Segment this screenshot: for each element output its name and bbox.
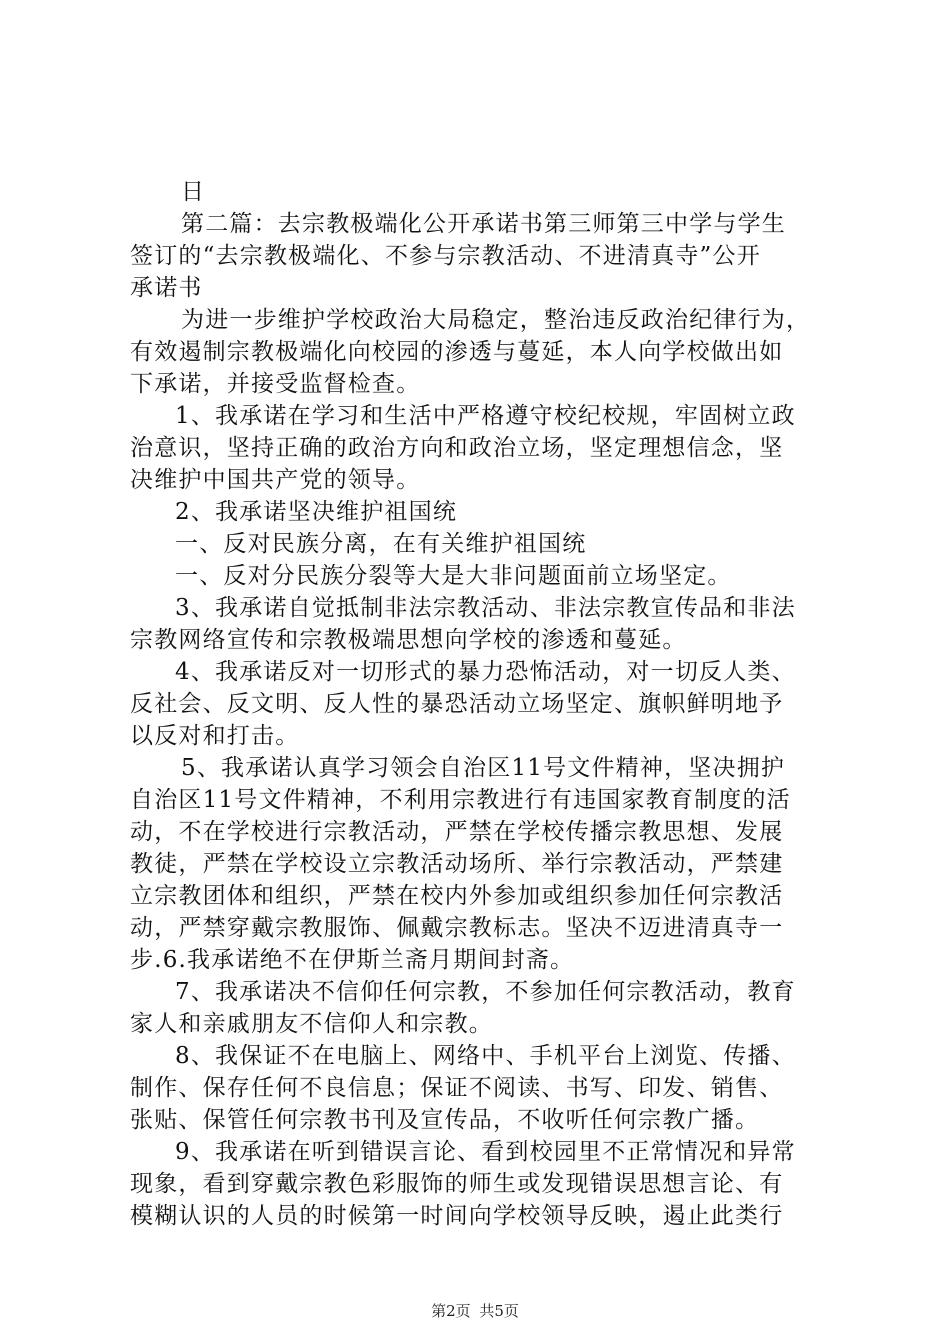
text-line: 4、我承诺反对一切形式的暴力恐怖活动，对一切反人类、 — [175, 659, 796, 685]
text-line: 立宗教团体和组织，严禁在校内外参加或组织参加任何宗教活 — [130, 883, 784, 909]
text-line: 承诺书 — [130, 275, 203, 301]
text-line: 2、我承诺坚决维护祖国统 — [175, 499, 458, 525]
page-total: 共5页 — [479, 1302, 519, 1320]
text-line: 为进一步维护学校政治大局稳定，整治违反政治纪律行为， — [181, 307, 811, 333]
text-line: 张贴、保管任何宗教书刊及宣传品，不收听任何宗教广播。 — [130, 1107, 760, 1133]
text-line: 模糊认识的人员的时候第一时间向学校领导反映，遏止此类行 — [130, 1203, 784, 1229]
text-line: 有效遏制宗教极端化向校园的渗透与蔓延，本人向学校做出如 — [130, 339, 784, 365]
text-line: 5、我承诺认真学习领会自治区11号文件精神，坚决拥护 — [181, 755, 786, 781]
text-line: 第二篇：去宗教极端化公开承诺书第三师第三中学与学生 — [181, 211, 786, 237]
text-line: 动，严禁穿戴宗教服饰、佩戴宗教标志。坚决不迈进清真寺一 — [130, 915, 784, 941]
text-line: 教徒，严禁在学校设立宗教活动场所、举行宗教活动，严禁建 — [130, 851, 784, 877]
text-line: 签订的“去宗教极端化、不参与宗教活动、不进清真寺”公开 — [130, 243, 761, 269]
text-line: 一、反对分民族分裂等大是大非问题面前立场坚定。 — [175, 563, 732, 589]
text-line: 3、我承诺自觉抵制非法宗教活动、非法宗教宣传品和非法 — [175, 595, 796, 621]
text-line: 7、我承诺决不信仰任何宗教，不参加任何宗教活动，教育 — [175, 979, 796, 1005]
text-line: 以反对和打击。 — [130, 723, 300, 749]
text-line: 宗教网络宣传和宗教极端思想向学校的渗透和蔓延。 — [130, 627, 687, 653]
text-line: 8、我保证不在电脑上、网络中、手机平台上浏览、传播、 — [175, 1043, 796, 1069]
text-line: 自治区11号文件精神，不利用宗教进行有违国家教育制度的活 — [130, 787, 791, 813]
page-footer — [0, 1300, 950, 1321]
text-line: 治意识，坚持正确的政治方向和政治立场，坚定理想信念，坚 — [130, 435, 784, 461]
text-line: 步.6.我承诺绝不在伊斯兰斋月期间封斋。 — [130, 947, 575, 973]
text-line: 家人和亲戚朋友不信仰人和宗教。 — [130, 1011, 493, 1037]
text-line: 反社会、反文明、反人性的暴恐活动立场坚定、旗帜鲜明地予 — [130, 691, 784, 717]
text-line: 日 — [181, 179, 206, 205]
text-line: 9、我承诺在听到错误言论、看到校园里不正常情况和异常 — [175, 1139, 796, 1165]
text-line: 1、我承诺在学习和生活中严格遵守校纪校规，牢固树立政 — [175, 403, 796, 429]
text-line: 制作、保存任何不良信息；保证不阅读、书写、印发、销售、 — [130, 1075, 784, 1101]
page-number: 第2页 — [431, 1302, 471, 1320]
text-line: 一、反对民族分离，在有关维护祖国统 — [175, 531, 587, 557]
text-line: 下承诺，并接受监督检查。 — [130, 371, 421, 397]
text-line: 决维护中国共产党的领导。 — [130, 467, 421, 493]
text-line: 现象，看到穿戴宗教色彩服饰的师生或发现错误思想言论、有 — [130, 1171, 784, 1197]
text-line: 动，不在学校进行宗教活动，严禁在学校传播宗教思想、发展 — [130, 819, 784, 845]
